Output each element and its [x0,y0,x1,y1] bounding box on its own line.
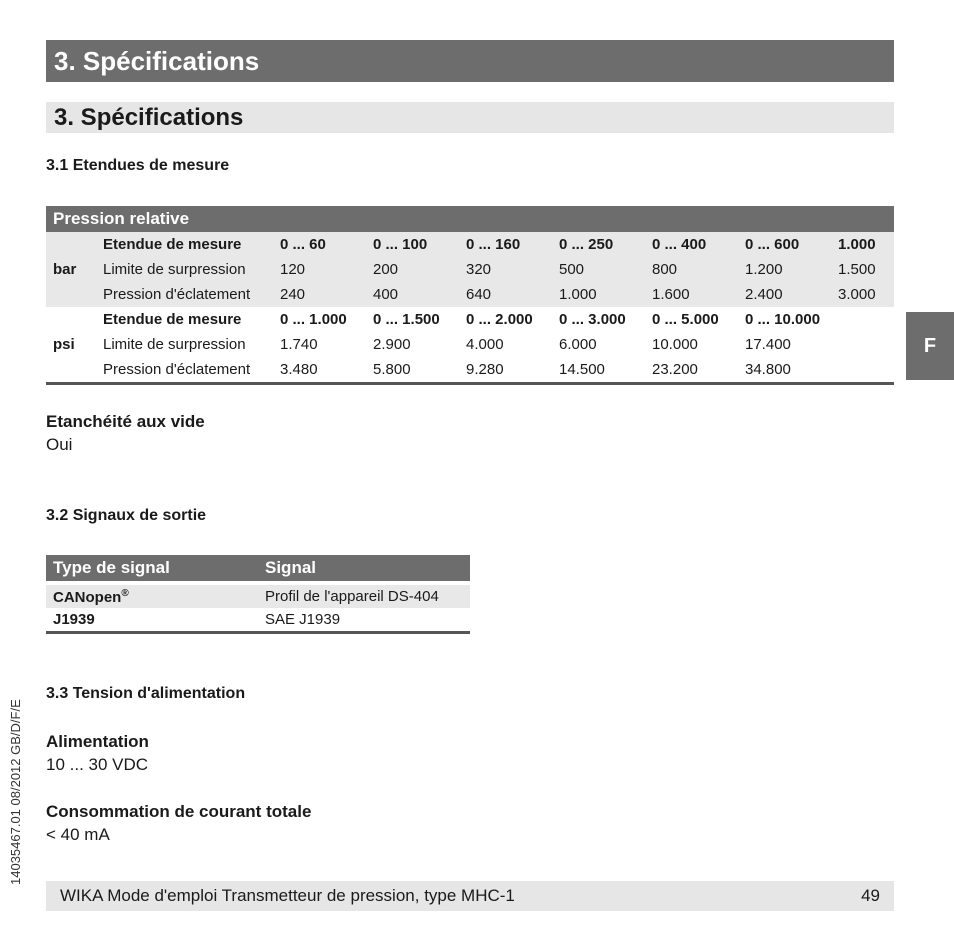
footer-title: WIKA Mode d'emploi Transmetteur de pression, type MHC-1 [60,886,515,905]
table-cell: 1.000 [838,232,894,257]
table-cell: 1.600 [652,282,745,307]
table-cell: 0 ... 1.500 [373,311,440,328]
table-cell: 9.280 [466,361,504,378]
supply-label: Alimentation [46,732,149,751]
signal-name: J1939 [53,611,95,628]
table-cell: 0 ... 10.000 [745,311,821,328]
table-cell: 0 ... 5.000 [652,311,719,328]
table-cell: 1.500 [838,257,894,282]
table-cell: 10.000 [652,336,698,353]
table-row [46,232,894,257]
page-number: 49 [861,886,880,905]
table-cell: 240 [280,282,373,307]
pressure-table [46,206,894,385]
table-cell: 0 ... 1.000 [280,311,347,328]
table-row [46,608,470,633]
table-cell: 23.200 [652,361,698,378]
language-tab: F [906,312,954,380]
signal-value: SAE J1939 [265,611,341,628]
consumption-value: < 40 mA [46,825,110,844]
section-3-1-heading: 3.1 Etendues de mesure [46,157,230,174]
table-cell: 1.200 [745,257,838,282]
pressure-table-header: Pression relative [46,206,894,232]
document-code: 14035467.01 08/2012 GB/D/F/E [8,699,23,885]
table-row [46,257,894,282]
table-row [46,357,894,384]
table-cell: 2.400 [745,282,838,307]
row-label: Limite de surpression [103,257,280,282]
table-cell: 120 [280,257,373,282]
page-footer [46,881,894,911]
pressure-table-header-row [46,206,894,232]
vacuum-value: Oui [46,435,73,454]
table-cell: 3.000 [838,282,894,307]
table-cell: 14.500 [559,361,605,378]
table-cell: 0 ... 160 [466,232,559,257]
table-cell: 0 ... 60 [280,232,373,257]
table-cell: 320 [466,257,559,282]
signal-header: Signal [258,555,470,581]
table-cell [838,357,894,384]
table-cell: 34.800 [745,361,791,378]
table-cell: 0 ... 250 [559,232,652,257]
supply-value: 10 ... 30 VDC [46,755,149,774]
table-cell: 3.480 [280,361,318,378]
consumption-label: Consommation de courant totale [46,802,312,821]
table-row [46,282,894,307]
row-label: Etendue de mesure [103,311,242,328]
table-cell: 800 [652,257,745,282]
table-cell: 200 [373,257,466,282]
table-cell: 17.400 [745,336,791,353]
page-title-banner: 3. Spécifications [46,40,894,82]
table-cell: 2.900 [373,336,411,353]
vacuum-label: Etanchéité aux vide [46,412,205,431]
table-cell: 4.000 [466,336,504,353]
row-label: Etendue de mesure [103,232,280,257]
table-cell [838,307,894,332]
table-cell: 0 ... 600 [745,232,838,257]
table-cell: 0 ... 2.000 [466,311,533,328]
signal-name [46,585,258,608]
unit-psi: psi [53,336,75,353]
row-label: Limite de surpression [103,336,246,353]
table-row [46,585,470,608]
table-cell: 0 ... 100 [373,232,466,257]
table-row [46,307,894,332]
table-cell: 500 [559,257,652,282]
section-title-banner: 3. Spécifications [46,102,894,133]
section-3-3-heading: 3.3 Tension d'alimentation [46,685,246,702]
table-cell: 0 ... 3.000 [559,311,626,328]
table-cell: 5.800 [373,361,411,378]
registered-mark: ® [121,587,129,599]
signal-value: Profil de l'appareil DS-404 [258,585,470,608]
unit-bar: bar [46,232,103,307]
section-3-2-heading: 3.2 Signaux de sortie [46,507,207,524]
table-cell [838,332,894,357]
table-cell: 1.000 [559,282,652,307]
signal-name-text: CANopen [53,588,122,606]
table-cell: 0 ... 400 [652,232,745,257]
table-cell: 400 [373,282,466,307]
signal-type-header: Type de signal [46,555,258,581]
table-cell: 640 [466,282,559,307]
table-row [46,332,894,357]
table-cell: 1.740 [280,336,318,353]
signal-table-header-row [46,555,470,581]
table-cell: 6.000 [559,336,597,353]
row-label: Pression d'éclatement [103,361,251,378]
signal-table [46,555,470,634]
row-label: Pression d'éclatement [103,282,280,307]
